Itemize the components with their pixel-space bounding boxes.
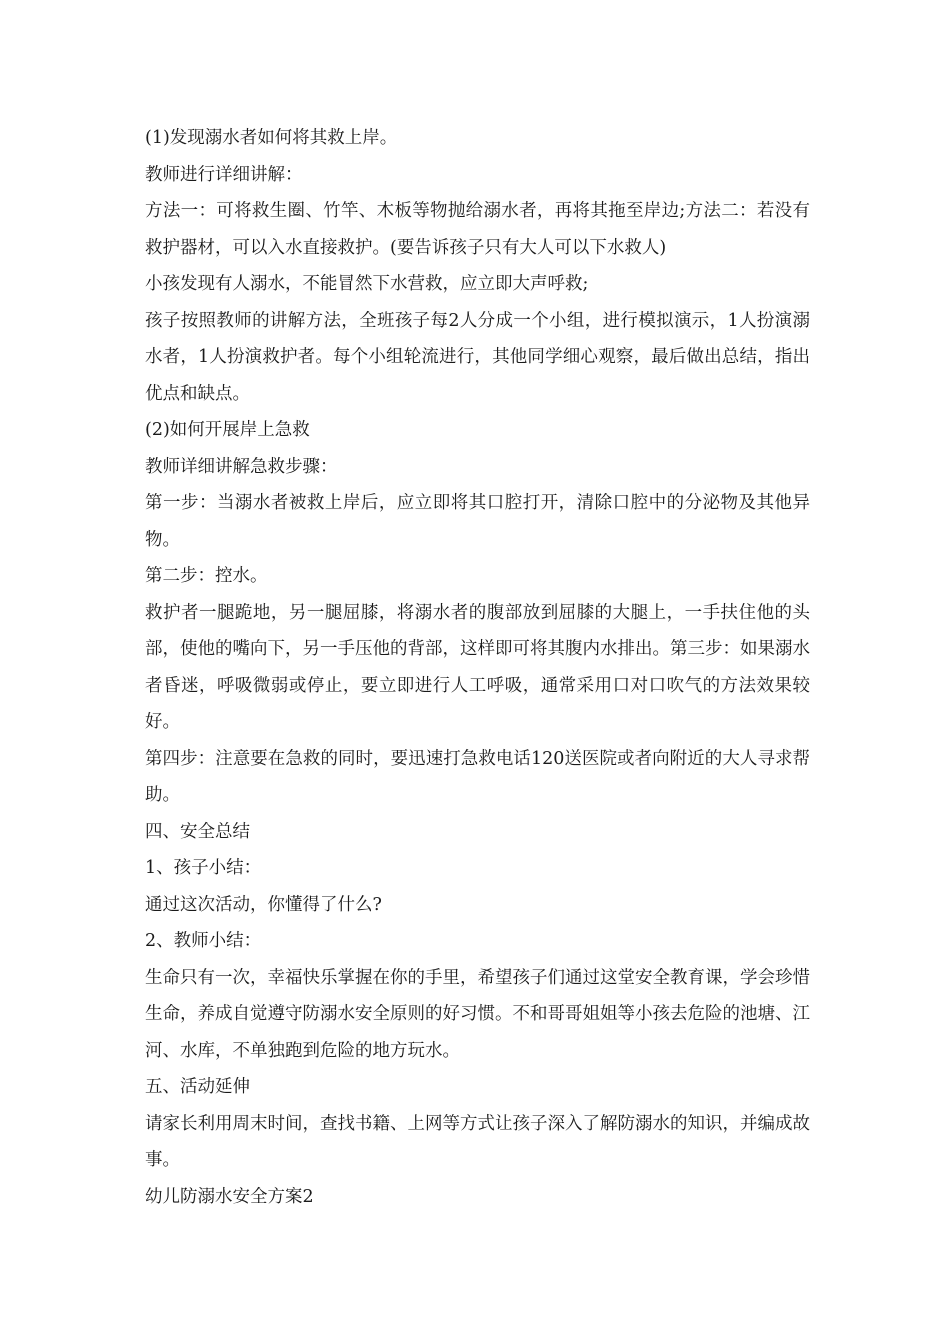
paragraph-step-two: 第二步：控水。 <box>145 566 268 586</box>
section-heading-activity-extension: 五、活动延伸 <box>145 1077 250 1097</box>
paragraph-first-aid-steps-intro: 教师详细讲解急救步骤： <box>145 456 338 477</box>
paragraph-activity-extension: 请家长利用周末时间，查找书籍、上网等方式让孩子深入了解防溺水的知识，并编成故事。 <box>145 1113 810 1170</box>
paragraph-shore-first-aid-heading: (2)如何开展岸上急救 <box>145 420 310 440</box>
paragraph-next-plan-title: 幼儿防溺水安全方案2 <box>145 1186 314 1207</box>
paragraph-child-summary-question: 通过这次活动，你懂得了什么? <box>145 894 382 915</box>
document-body <box>145 120 810 1215</box>
section-heading-safety-summary: 四、安全总结 <box>145 821 250 842</box>
paragraph-step-one: 第一步：当溺水者被救上岸后，应立即将其口腔打开，清除口腔中的分泌物及其他异物。 <box>145 493 810 550</box>
paragraph-child-summary-heading: 1、孩子小结： <box>145 858 262 878</box>
paragraph-teacher-explains: 教师进行详细讲解： <box>145 164 303 185</box>
paragraph-call-for-help: 小孩发现有人溺水，不能冒然下水营救，应立即大声呼救; <box>145 274 589 294</box>
paragraph-rescue-question: (1)发现溺水者如何将其救上岸。 <box>145 128 398 148</box>
paragraph-rescue-methods: 方法一：可将救生圈、竹竿、木板等物抛给溺水者，再将其拖至岸边;方法二：若没有救护器材，可以入水直接救护。(要告诉孩子只有大人可以下水救人) <box>145 201 810 258</box>
paragraph-group-simulation: 孩子按照教师的讲解方法，全班孩子每2人分成一个小组，进行模拟演示，1人扮演溺水者，1人扮演救护者。每个小组轮流进行，其他同学细心观察，最后做出总结，指出优点和缺点。 <box>145 310 810 404</box>
paragraph-teacher-summary-heading: 2、教师小结： <box>145 931 262 951</box>
paragraph-drain-water-step-three: 救护者一腿跪地，另一腿屈膝，将溺水者的腹部放到屈膝的大腿上，一手扶住他的头部，使他的嘴向下，另一手压他的背部，这样即可将其腹内水排出。第三步：如果溺水者昏迷，呼吸微弱或停止，要立即进行人工呼吸，通常采用口对口吹气的方法效果较好。 <box>145 602 810 732</box>
paragraph-teacher-summary: 生命只有一次，幸福快乐掌握在你的手里，希望孩子们通过这堂安全教育课，学会珍惜生命，养成自觉遵守防溺水安全原则的好习惯。不和哥哥姐姐等小孩去危险的池塘、江河、水库，不单独跑到危险的地方玩水。 <box>145 967 810 1061</box>
paragraph-step-four: 第四步：注意要在急救的同时，要迅速打急救电话120送医院或者向附近的大人寻求帮助。 <box>145 748 810 805</box>
